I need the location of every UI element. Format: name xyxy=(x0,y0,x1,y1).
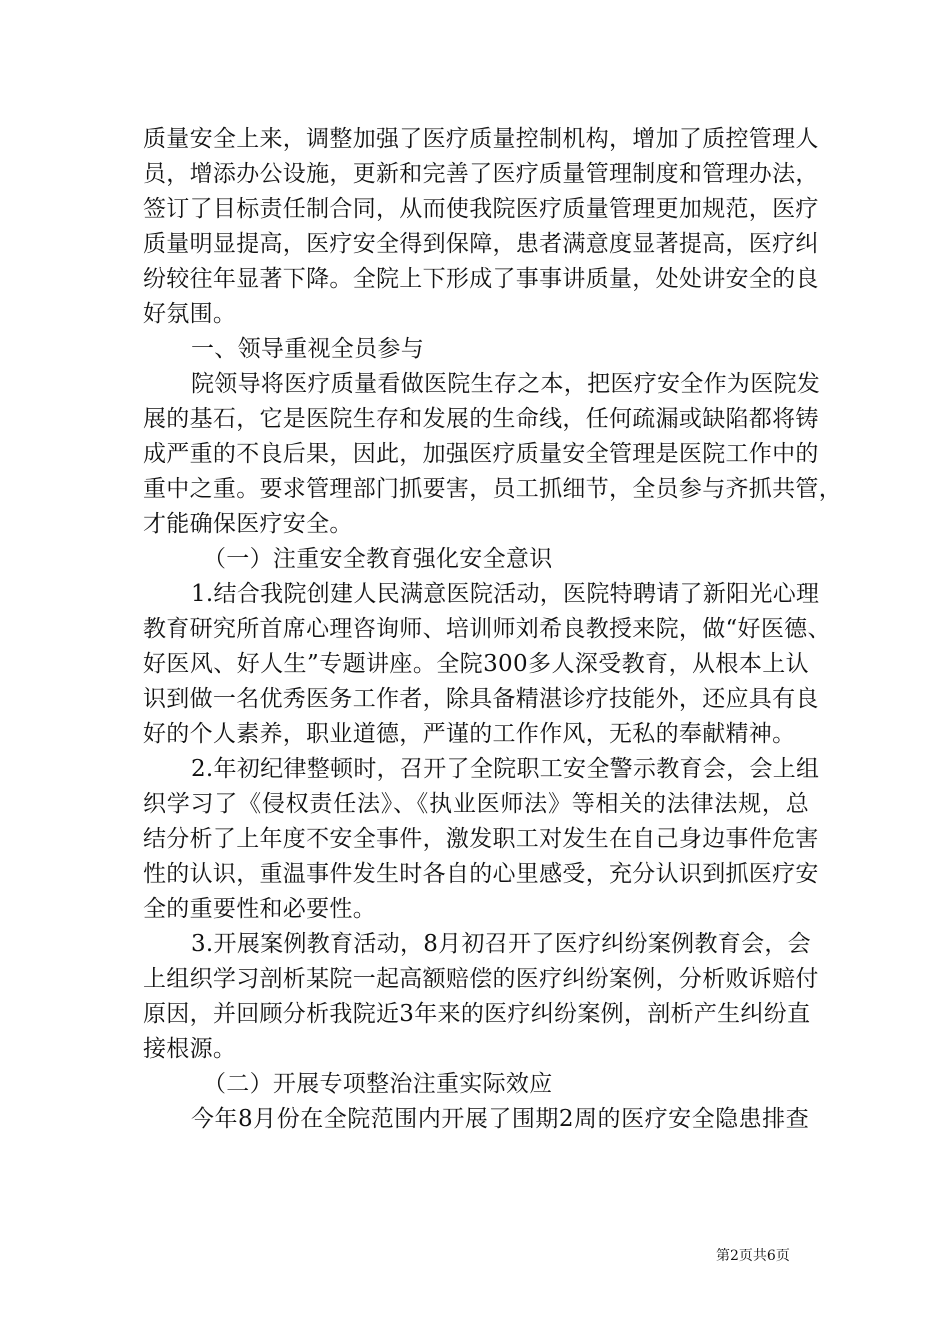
text-line: 织学习了《侵权责任法》、《执业医师法》等相关的法律法规，总 xyxy=(143,791,809,817)
text-line: 好氛围。 xyxy=(143,301,237,327)
text-line: 2.年初纪律整顿时，召开了全院职工安全警示教育会，会上组 xyxy=(191,756,820,782)
text-line: 好医风、好人生”专题讲座。全院300多人深受教育，从根本上认 xyxy=(143,651,809,677)
text-line: 才能确保医疗安全。 xyxy=(143,511,353,537)
text-line: 性的认识，重温事件发生时各自的心里感受，充分认识到抓医疗安 xyxy=(143,861,819,887)
text-line: 签订了目标责任制合同，从而使我院医疗质量管理更加规范，医疗 xyxy=(143,196,819,222)
section-heading: 一、领导重视全员参与 xyxy=(191,336,424,362)
text-line: 员，增添办公设施，更新和完善了医疗质量管理制度和管理办法， xyxy=(143,161,819,187)
text-line: 结分析了上年度不安全事件，激发职工对发生在自己身边事件危害 xyxy=(143,826,819,852)
text-line: 成严重的不良后果，因此，加强医疗质量安全管理是医院工作中的 xyxy=(143,441,819,467)
text-line: 重中之重。要求管理部门抓要害，员工抓细节，全员参与齐抓共管， xyxy=(143,476,842,502)
text-line: 质量安全上来，调整加强了医疗质量控制机构，增加了质控管理人 xyxy=(143,126,819,152)
text-line: 展的基石，它是医院生存和发展的生命线，任何疏漏或缺陷都将铸 xyxy=(143,406,819,432)
text-line: 原因，并回顾分析我院近3年来的医疗纠纷案例，剖析产生纠纷直 xyxy=(143,1001,811,1027)
text-line: 接根源。 xyxy=(143,1036,237,1062)
page-number-footer: 第2页共6页 xyxy=(716,1248,790,1264)
text-line: 好的个人素养，职业道德，严谨的工作作风，无私的奉献精神。 xyxy=(143,721,796,747)
text-line: 上组织学习剖析某院一起高额赔偿的医疗纠纷案例，分析败诉赔付 xyxy=(143,966,819,992)
text-line: 院领导将医疗质量看做医院生存之本，把医疗安全作为医院发 xyxy=(191,371,821,397)
text-line: 3.开展案例教育活动，8月初召开了医疗纠纷案例教育会，会 xyxy=(191,931,811,957)
text-line: 纷较往年显著下降。全院上下形成了事事讲质量，处处讲安全的良 xyxy=(143,266,819,292)
text-line: 全的重要性和必要性。 xyxy=(143,896,376,922)
text-line: 识到做一名优秀医务工作者，除具备精湛诊疗技能外，还应具有良 xyxy=(143,686,819,712)
subsection-heading: （一）注重安全教育强化安全意识 xyxy=(203,546,553,572)
text-line: 质量明显提高，医疗安全得到保障，患者满意度显著提高，医疗纠 xyxy=(143,231,819,257)
text-line: 1.结合我院创建人民满意医院活动，医院特聘请了新阳光心理 xyxy=(191,581,820,607)
text-line: 教育研究所首席心理咨询师、培训师刘希良教授来院，做“好医德、 xyxy=(143,616,831,642)
subsection-heading: （二）开展专项整治注重实际效应 xyxy=(203,1071,553,1097)
text-line: 今年8月份在全院范围内开展了围期2周的医疗安全隐患排查 xyxy=(191,1106,809,1132)
